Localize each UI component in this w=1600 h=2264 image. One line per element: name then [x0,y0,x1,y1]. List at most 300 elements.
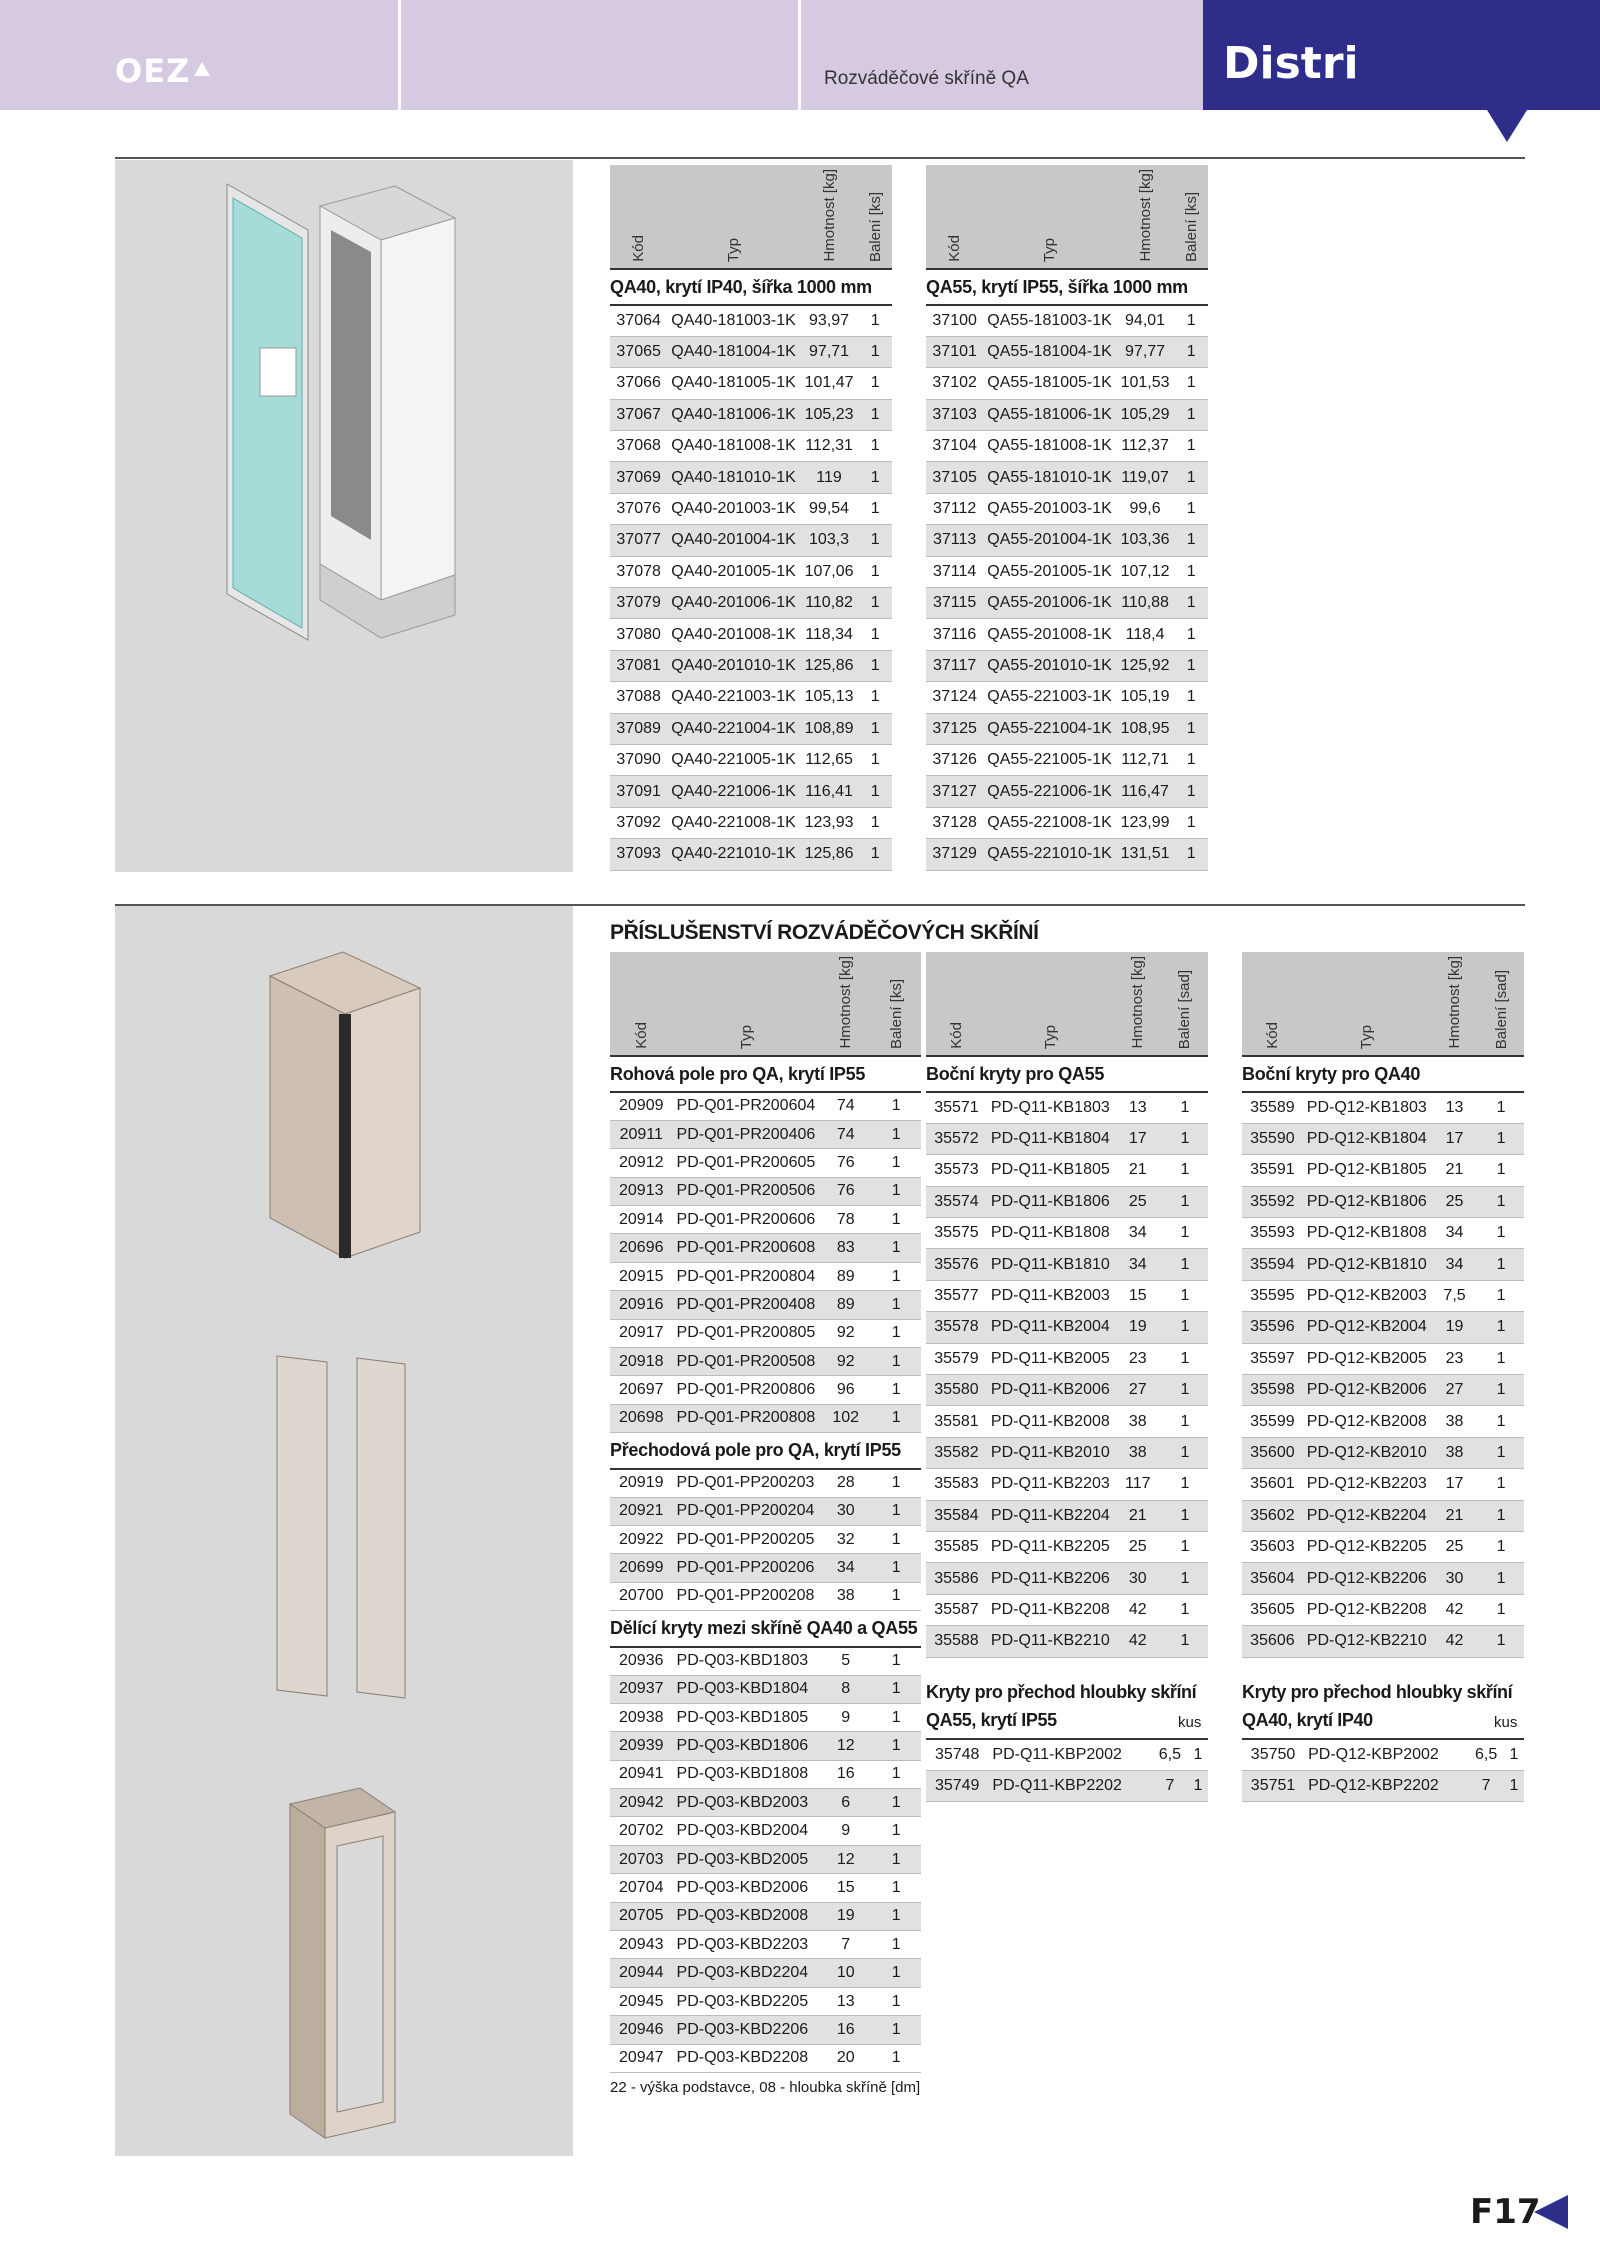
table-row [610,1789,921,1817]
cell-baleni: 1 [858,556,892,587]
cell-baleni: 1 [1162,1594,1208,1625]
cell-typ: PD-Q11-KBP2002 [988,1739,1152,1770]
accessories-title: PŘÍSLUŠENSTVÍ ROZVÁDĚČOVÝCH SKŘÍNÍ [610,921,1039,944]
cell-hmotnost: 131,51 [1116,839,1174,870]
cell-baleni: 1 [1478,1375,1524,1406]
cell-typ: PD-Q11-KB2010 [987,1437,1114,1468]
cell-baleni: 1 [1174,588,1208,619]
cell-baleni: 1 [871,1582,921,1610]
cell-hmotnost: 42 [1114,1594,1162,1625]
cell-kod: 20938 [610,1703,673,1731]
cell-kod: 37115 [926,588,983,619]
cell-baleni: 1 [1162,1155,1208,1186]
rohova-table [610,952,921,2073]
table-row [610,1582,921,1610]
table-row [610,1874,921,1902]
hloubka-qa40-table [1242,1738,1524,1802]
table-row [926,619,1208,650]
table-row [926,336,1208,367]
col-header-kod: Kód [926,165,983,269]
col-header-typ: Typ [983,165,1116,269]
cell-kod: 37091 [610,776,667,807]
cell-hmotnost: 83 [821,1234,871,1262]
cell-hmotnost: 112,31 [800,431,858,462]
table-row [610,493,892,524]
cell-typ: PD-Q12-KB1804 [1303,1123,1431,1154]
table-row [610,1931,921,1959]
cell-typ: PD-Q12-KB2210 [1303,1626,1431,1657]
cell-typ: QA55-221010-1K [983,839,1116,870]
table-row [610,839,892,870]
cell-kod: 35574 [926,1186,987,1217]
table-row [926,807,1208,838]
table-row [1242,1312,1524,1343]
cell-baleni: 1 [1174,650,1208,681]
cell-kod: 37113 [926,525,983,556]
cell-baleni: 1 [1174,399,1208,430]
table-subheading: Rohová pole pro QA, krytí IP55 [610,1056,921,1092]
cell-baleni: 1 [1478,1594,1524,1625]
cell-baleni: 1 [1174,556,1208,587]
table-row [926,431,1208,462]
col-header-baleni: Balení [ks] [871,952,921,1056]
cell-kod: 37066 [610,368,667,399]
cell-typ: PD-Q11-KB1806 [987,1186,1114,1217]
cell-hmotnost: 12 [821,1732,871,1760]
cell-hmotnost: 105,13 [800,682,858,713]
cell-hmotnost: 8 [821,1675,871,1703]
cell-hmotnost: 119,07 [1116,462,1174,493]
cell-hmotnost: 25 [1114,1531,1162,1562]
cell-baleni: 1 [858,336,892,367]
cell-baleni: 1 [871,1525,921,1553]
cell-hmotnost: 125,86 [800,839,858,870]
cell-kod: 37078 [610,556,667,587]
table-row [610,1959,921,1987]
table-row [1242,1406,1524,1437]
table-row [1242,1280,1524,1311]
cell-baleni: 1 [1162,1249,1208,1280]
cell-hmotnost: 94,01 [1116,305,1174,336]
cell-baleni: 1 [871,1149,921,1177]
col-header-hmotnost: Hmotnost [kg] [800,165,858,269]
table-row [610,1206,921,1234]
cell-hmotnost: 21 [1431,1155,1478,1186]
cell-typ: QA55-201008-1K [983,619,1116,650]
table-row [1242,1249,1524,1280]
table-row [1242,1739,1524,1770]
cell-baleni: 1 [1478,1186,1524,1217]
cell-typ: QA40-201005-1K [667,556,800,587]
cell-typ: PD-Q12-KB2004 [1303,1312,1431,1343]
cell-baleni: 1 [1478,1218,1524,1249]
cell-typ: PD-Q11-KB2210 [987,1626,1114,1657]
cell-baleni: 1 [871,1732,921,1760]
cell-kod: 35594 [1242,1249,1303,1280]
table-row [610,1902,921,1930]
cell-hmotnost: 7 [821,1931,871,1959]
cell-typ: PD-Q03-KBD1806 [673,1732,821,1760]
cell-kod: 20698 [610,1404,673,1432]
cell-baleni: 1 [871,1092,921,1120]
cell-baleni: 1 [871,1959,921,1987]
cell-baleni: 1 [1478,1500,1524,1531]
table-row [610,713,892,744]
cell-typ: PD-Q12-KB1810 [1303,1249,1431,1280]
table-row [1242,1531,1524,1562]
cell-typ: QA55-201003-1K [983,493,1116,524]
cell-typ: PD-Q11-KB1803 [987,1092,1114,1123]
hloubka55-title: Kryty pro přechod hloubky skříní QA55, krytí IP55 [926,1682,1197,1730]
cell-hmotnost: 34 [1114,1218,1162,1249]
cell-kod: 20916 [610,1291,673,1319]
cell-baleni: 1 [871,1902,921,1930]
cell-typ: QA55-181005-1K [983,368,1116,399]
cell-kod: 37081 [610,650,667,681]
cell-hmotnost: 25 [1114,1186,1162,1217]
cell-typ: PD-Q11-KB2203 [987,1469,1114,1500]
table-row [610,807,892,838]
cell-typ: PD-Q03-KBD2203 [673,1931,821,1959]
cell-hmotnost: 123,99 [1116,807,1174,838]
cell-baleni: 1 [871,1647,921,1675]
cell-hmotnost: 112,37 [1116,431,1174,462]
cell-hmotnost: 105,23 [800,399,858,430]
cell-hmotnost: 34 [1431,1218,1478,1249]
cell-kod: 37114 [926,556,983,587]
cell-kod: 20945 [610,1987,673,2015]
cell-baleni: 1 [871,1817,921,1845]
cell-hmotnost: 17 [1114,1123,1162,1154]
cell-kod: 35572 [926,1123,987,1154]
bocni-qa55-table [926,952,1208,1658]
cell-typ: PD-Q12-KBP2202 [1304,1770,1468,1801]
cell-typ: PD-Q01-PP200204 [673,1497,821,1525]
table-row [926,399,1208,430]
cell-typ: PD-Q03-KBD2008 [673,1902,821,1930]
cell-typ: QA40-201010-1K [667,650,800,681]
cell-baleni: 1 [858,431,892,462]
col-header-typ: Typ [987,952,1114,1056]
table-row [610,1525,921,1553]
cell-hmotnost: 125,86 [800,650,858,681]
cell-baleni: 1 [1478,1343,1524,1374]
table-row [610,1234,921,1262]
cell-hmotnost: 28 [821,1469,871,1497]
cell-kod: 35578 [926,1312,987,1343]
cell-hmotnost: 42 [1431,1626,1478,1657]
cell-typ: PD-Q11-KB2206 [987,1563,1114,1594]
cell-kod: 35576 [926,1249,987,1280]
cell-baleni: 1 [1478,1155,1524,1186]
cell-hmotnost: 17 [1431,1469,1478,1500]
cell-kod: 20921 [610,1497,673,1525]
cell-kod: 35751 [1242,1770,1304,1801]
cell-baleni: 1 [858,525,892,556]
cell-hmotnost: 6,5 [1468,1739,1504,1770]
cell-typ: PD-Q11-KB2008 [987,1406,1114,1437]
cell-hmotnost: 108,95 [1116,713,1174,744]
table-row [926,776,1208,807]
cell-hmotnost: 25 [1431,1531,1478,1562]
table-row [610,1291,921,1319]
cell-typ: PD-Q12-KBP2002 [1304,1739,1468,1770]
cell-hmotnost: 116,47 [1116,776,1174,807]
cell-typ: PD-Q01-PP200208 [673,1582,821,1610]
cell-kod: 20917 [610,1319,673,1347]
cell-baleni: 1 [1478,1469,1524,1500]
table-row [610,525,892,556]
cell-typ: QA40-221005-1K [667,744,800,775]
cell-baleni: 1 [858,682,892,713]
cell-kod: 35587 [926,1594,987,1625]
cell-typ: QA40-221006-1K [667,776,800,807]
cell-typ: PD-Q03-KBD2003 [673,1789,821,1817]
cell-baleni: 1 [871,1497,921,1525]
table-row [610,1817,921,1845]
table-row [610,619,892,650]
cell-hmotnost: 13 [1431,1092,1478,1123]
cell-typ: QA40-221004-1K [667,713,800,744]
table-row [1242,1563,1524,1594]
table-subheading: QA55, krytí IP55, šířka 1000 mm [926,269,1208,305]
cell-typ: QA40-181010-1K [667,462,800,493]
cell-kod: 35583 [926,1469,987,1500]
cell-kod: 35586 [926,1563,987,1594]
table-row [610,744,892,775]
cell-baleni: 1 [858,839,892,870]
cell-kod: 37065 [610,336,667,367]
cell-kod: 35573 [926,1155,987,1186]
cell-kod: 20919 [610,1469,673,1497]
cell-hmotnost: 74 [821,1120,871,1148]
table-row [926,1218,1208,1249]
cell-kod: 35582 [926,1437,987,1468]
cell-baleni: 1 [871,1703,921,1731]
table-row [610,1376,921,1404]
cell-hmotnost: 99,54 [800,493,858,524]
cell-kod: 37101 [926,336,983,367]
cell-baleni: 1 [1504,1739,1524,1770]
cell-kod: 37069 [610,462,667,493]
cell-baleni: 1 [1174,493,1208,524]
cell-hmotnost: 23 [1431,1343,1478,1374]
delici-note: 22 - výška podstavce, 08 - hloubka skříně [dm] [610,2079,921,2096]
table-row [1242,1594,1524,1625]
cell-kod: 20704 [610,1874,673,1902]
table-row [926,1594,1208,1625]
cell-kod: 35749 [926,1770,988,1801]
cell-typ: QA55-201006-1K [983,588,1116,619]
cell-baleni: 1 [871,1760,921,1788]
cell-baleni: 1 [1162,1469,1208,1500]
cell-typ: QA55-181008-1K [983,431,1116,462]
cell-baleni: 1 [1478,1280,1524,1311]
cell-kod: 37090 [610,744,667,775]
cell-baleni: 1 [1174,807,1208,838]
header-divider [398,0,401,110]
col-header-baleni: Balení [ks] [1174,165,1208,269]
cell-hmotnost: 13 [821,1987,871,2015]
cell-typ: PD-Q01-PR200608 [673,1234,821,1262]
accessory-illustrations [115,906,573,2156]
table-row [926,1406,1208,1437]
table-row [610,1319,921,1347]
table-row [926,556,1208,587]
brand-triangle-icon [1487,110,1527,142]
cell-typ: PD-Q11-KB2204 [987,1500,1114,1531]
cell-kod: 37127 [926,776,983,807]
table-row [926,1531,1208,1562]
cell-kod: 37129 [926,839,983,870]
cell-typ: QA40-201006-1K [667,588,800,619]
table-row [926,1770,1208,1801]
cell-baleni: 1 [871,1874,921,1902]
cell-typ: PD-Q11-KB1804 [987,1123,1114,1154]
table-row [1242,1092,1524,1123]
table-row [610,776,892,807]
cell-hmotnost: 97,77 [1116,336,1174,367]
cell-typ: QA55-201010-1K [983,650,1116,681]
cell-hmotnost: 89 [821,1262,871,1290]
cell-typ: QA55-221003-1K [983,682,1116,713]
cell-baleni: 1 [1162,1563,1208,1594]
cell-hmotnost: 112,71 [1116,744,1174,775]
cell-baleni: 1 [858,776,892,807]
brand-box [1203,0,1600,110]
cell-kod: 35592 [1242,1186,1303,1217]
table-row [926,682,1208,713]
table-row [610,1092,921,1120]
qa40-table [610,165,892,871]
open-cabinet-illustration [115,160,573,872]
cell-kod: 35571 [926,1092,987,1123]
cell-kod: 37092 [610,807,667,838]
cell-baleni: 1 [871,1291,921,1319]
cell-kod: 20941 [610,1760,673,1788]
cell-kod: 35589 [1242,1092,1303,1123]
table-row [1242,1437,1524,1468]
table-subheading: Boční kryty pro QA40 [1242,1056,1524,1092]
cell-kod: 20922 [610,1525,673,1553]
col-header-hmotnost: Hmotnost [kg] [1114,952,1162,1056]
logo-triangle-icon [194,62,210,76]
table-row [610,1987,921,2015]
cell-baleni: 1 [871,1987,921,2015]
cell-typ: PD-Q03-KBD2006 [673,1874,821,1902]
cell-typ: QA40-221008-1K [667,807,800,838]
cell-hmotnost: 15 [1114,1280,1162,1311]
cell-hmotnost: 20 [821,2044,871,2072]
qa55-table [926,165,1208,871]
cell-kod: 35604 [1242,1563,1303,1594]
table-row [1242,1186,1524,1217]
col-header-hmotnost: Hmotnost [kg] [821,952,871,1056]
cell-kod: 37117 [926,650,983,681]
cell-typ: PD-Q12-KB1808 [1303,1218,1431,1249]
cell-typ: PD-Q11-KB1810 [987,1249,1114,1280]
cell-typ: PD-Q01-PP200205 [673,1525,821,1553]
cell-typ: PD-Q01-PR200506 [673,1177,821,1205]
cell-hmotnost: 7 [1152,1770,1188,1801]
cell-hmotnost: 101,47 [800,368,858,399]
cell-kod: 37076 [610,493,667,524]
cell-typ: PD-Q11-KB2004 [987,1312,1114,1343]
cell-typ: PD-Q01-PR200604 [673,1092,821,1120]
table-row [926,744,1208,775]
cell-typ: PD-Q01-PR200808 [673,1404,821,1432]
table-row [610,1554,921,1582]
cell-kod: 20915 [610,1262,673,1290]
cell-hmotnost: 125,92 [1116,650,1174,681]
table-row [1242,1218,1524,1249]
cell-baleni: 1 [871,1845,921,1873]
cell-hmotnost: 101,53 [1116,368,1174,399]
cell-hmotnost: 34 [821,1554,871,1582]
table-row [926,1469,1208,1500]
table-row [610,1404,921,1432]
cell-baleni: 1 [858,744,892,775]
cell-baleni: 1 [1478,1626,1524,1657]
cell-baleni: 1 [858,493,892,524]
cell-kod: 20936 [610,1647,673,1675]
cell-kod: 20911 [610,1120,673,1148]
col-header-kod: Kód [610,952,673,1056]
cell-hmotnost: 21 [1114,1500,1162,1531]
table-row [1242,1375,1524,1406]
cell-hmotnost: 21 [1431,1500,1478,1531]
section-rule [115,157,1525,159]
cell-hmotnost: 15 [821,1874,871,1902]
cell-hmotnost: 110,82 [800,588,858,619]
cell-typ: PD-Q11-KBP2202 [988,1770,1152,1801]
cell-baleni: 1 [1478,1092,1524,1123]
cell-kod: 35599 [1242,1406,1303,1437]
cell-baleni: 1 [871,1376,921,1404]
cell-hmotnost: 108,89 [800,713,858,744]
table-row [1242,1770,1524,1801]
cell-baleni: 1 [871,1120,921,1148]
cell-typ: QA40-181005-1K [667,368,800,399]
cell-hmotnost: 13 [1114,1092,1162,1123]
cell-baleni: 1 [871,1789,921,1817]
cell-baleni: 1 [871,1319,921,1347]
cell-typ: PD-Q12-KB1805 [1303,1155,1431,1186]
cell-baleni: 1 [871,1206,921,1234]
col-header-typ: Typ [673,952,821,1056]
cell-hmotnost: 19 [821,1902,871,1930]
cell-hmotnost: 38 [1431,1437,1478,1468]
cell-typ: PD-Q12-KB2006 [1303,1375,1431,1406]
table-row [926,588,1208,619]
cell-hmotnost: 16 [821,1760,871,1788]
cell-hmotnost: 7,5 [1431,1280,1478,1311]
cell-typ: PD-Q01-PR200605 [673,1149,821,1177]
cell-hmotnost: 103,3 [800,525,858,556]
table-row [610,368,892,399]
cell-typ: PD-Q01-PR200406 [673,1120,821,1148]
cell-hmotnost: 74 [821,1092,871,1120]
cell-typ: PD-Q12-KB2205 [1303,1531,1431,1562]
cell-kod: 35580 [926,1375,987,1406]
cell-kod: 35585 [926,1531,987,1562]
cell-hmotnost: 21 [1114,1155,1162,1186]
cell-hmotnost: 117 [1114,1469,1162,1500]
cell-kod: 37102 [926,368,983,399]
cell-baleni: 1 [1162,1280,1208,1311]
cell-hmotnost: 9 [821,1703,871,1731]
cell-baleni: 1 [871,1931,921,1959]
